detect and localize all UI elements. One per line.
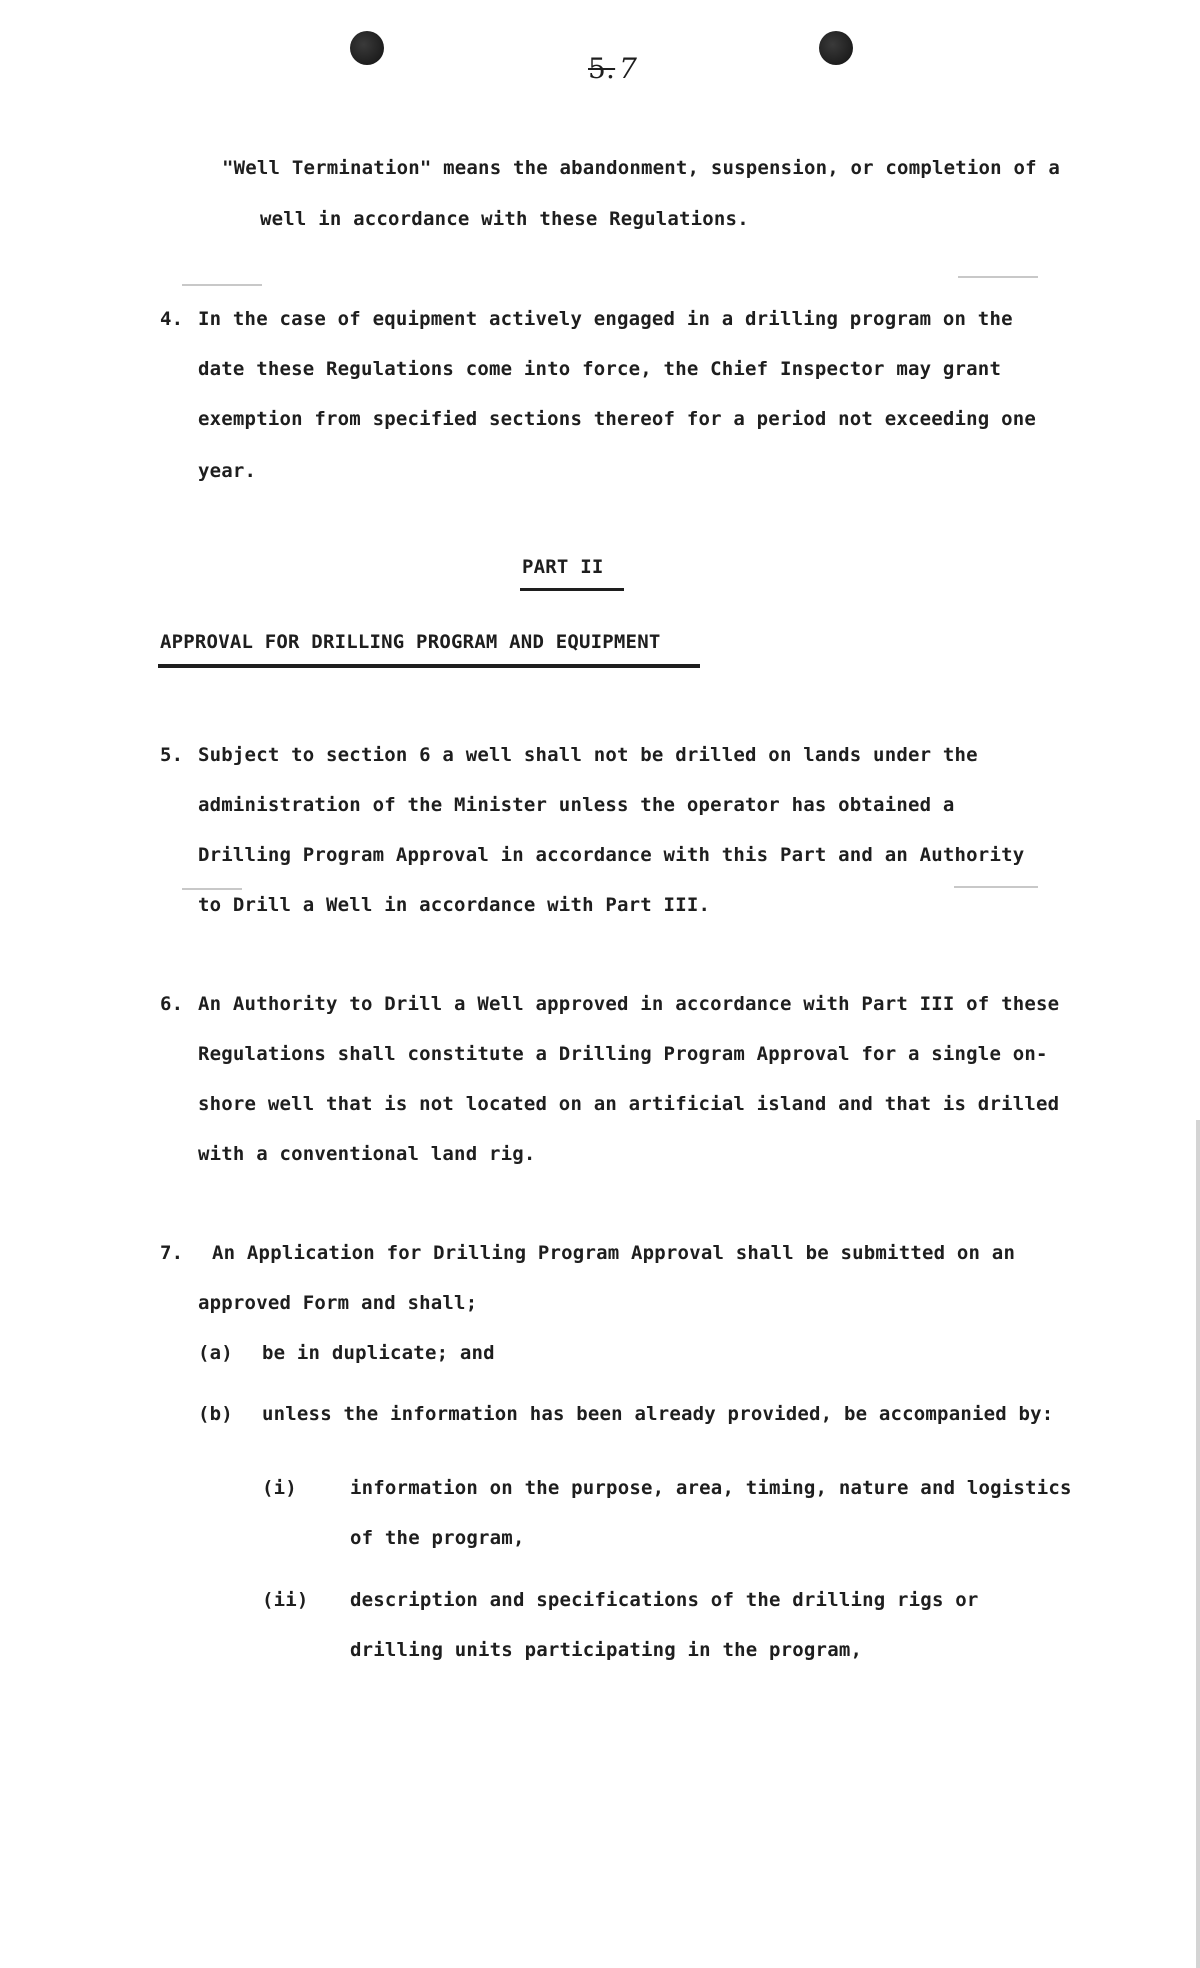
section-4-line-2: date these Regulations come into force, the Chief Inspector may grant — [198, 358, 1002, 380]
item-ii-line-1: description and specifications of the drilling rigs or — [350, 1589, 979, 1611]
item-i-line-1: information on the purpose, area, timing, nature and logistics — [350, 1477, 1072, 1499]
section-4-line-1: In the case of equipment actively engaged in a drilling program on the — [198, 308, 1013, 330]
punch-hole-left — [350, 31, 384, 65]
page-number-struck: 5. — [588, 52, 616, 85]
page-number — [588, 52, 637, 85]
section-6-line-3: shore well that is not located on an artificial island and that is drilled — [198, 1093, 1060, 1115]
item-a-text: be in duplicate; and — [262, 1342, 495, 1364]
section-4-line-4: year. — [198, 460, 257, 482]
page-number-handwritten: 7 — [619, 52, 638, 85]
section-5-line-2: administration of the Minister unless the operator has obtained a — [198, 794, 955, 816]
section-5-line-1: Subject to section 6 a well shall not be drilled on lands under the — [198, 744, 978, 766]
section-6-line-2: Regulations shall constitute a Drilling Program Approval for a single on- — [198, 1043, 1048, 1065]
item-ii-label: (ii) — [262, 1589, 309, 1611]
section-4-number: 4. — [160, 308, 184, 330]
section-7-number: 7. — [160, 1242, 184, 1264]
item-ii-line-2: drilling units participating in the program, — [350, 1639, 863, 1661]
section-7-line-1: An Application for Drilling Program Approval shall be submitted on an — [212, 1242, 1016, 1264]
definition-line-1: "Well Termination" means the abandonment, suspension, or completion of a — [222, 157, 1061, 179]
scan-edge-shadow — [1196, 1120, 1200, 1968]
item-i-line-2: of the program, — [350, 1527, 525, 1549]
punch-hole-right — [819, 31, 853, 65]
section-6-number: 6. — [160, 993, 184, 1015]
definition-line-2: well in accordance with these Regulations. — [260, 208, 749, 230]
section-5-line-4: to Drill a Well in accordance with Part III. — [198, 894, 711, 916]
item-a-label: (a) — [198, 1342, 233, 1364]
part-heading: APPROVAL FOR DRILLING PROGRAM AND EQUIPMENT — [160, 631, 661, 653]
item-b-label: (b) — [198, 1403, 233, 1425]
section-6-line-4: with a conventional land rig. — [198, 1143, 536, 1165]
section-6-line-1: An Authority to Drill a Well approved in accordance with Part III of these — [198, 993, 1060, 1015]
scan-smudge — [954, 886, 1038, 888]
part-heading-underline — [158, 664, 700, 668]
part-title-underline — [520, 588, 624, 591]
section-5-number: 5. — [160, 744, 184, 766]
section-5-line-3: Drilling Program Approval in accordance with this Part and an Authority — [198, 844, 1025, 866]
section-4-line-3: exemption from specified sections thereof for a period not exceeding one — [198, 408, 1037, 430]
item-i-label: (i) — [262, 1477, 297, 1499]
part-title: PART II — [522, 556, 604, 578]
scan-smudge — [182, 284, 262, 286]
scan-smudge — [958, 276, 1038, 278]
item-b-text: unless the information has been already provided, be accompanied by: — [262, 1403, 1054, 1425]
section-7-line-2: approved Form and shall; — [198, 1292, 478, 1314]
scan-smudge — [182, 888, 242, 890]
